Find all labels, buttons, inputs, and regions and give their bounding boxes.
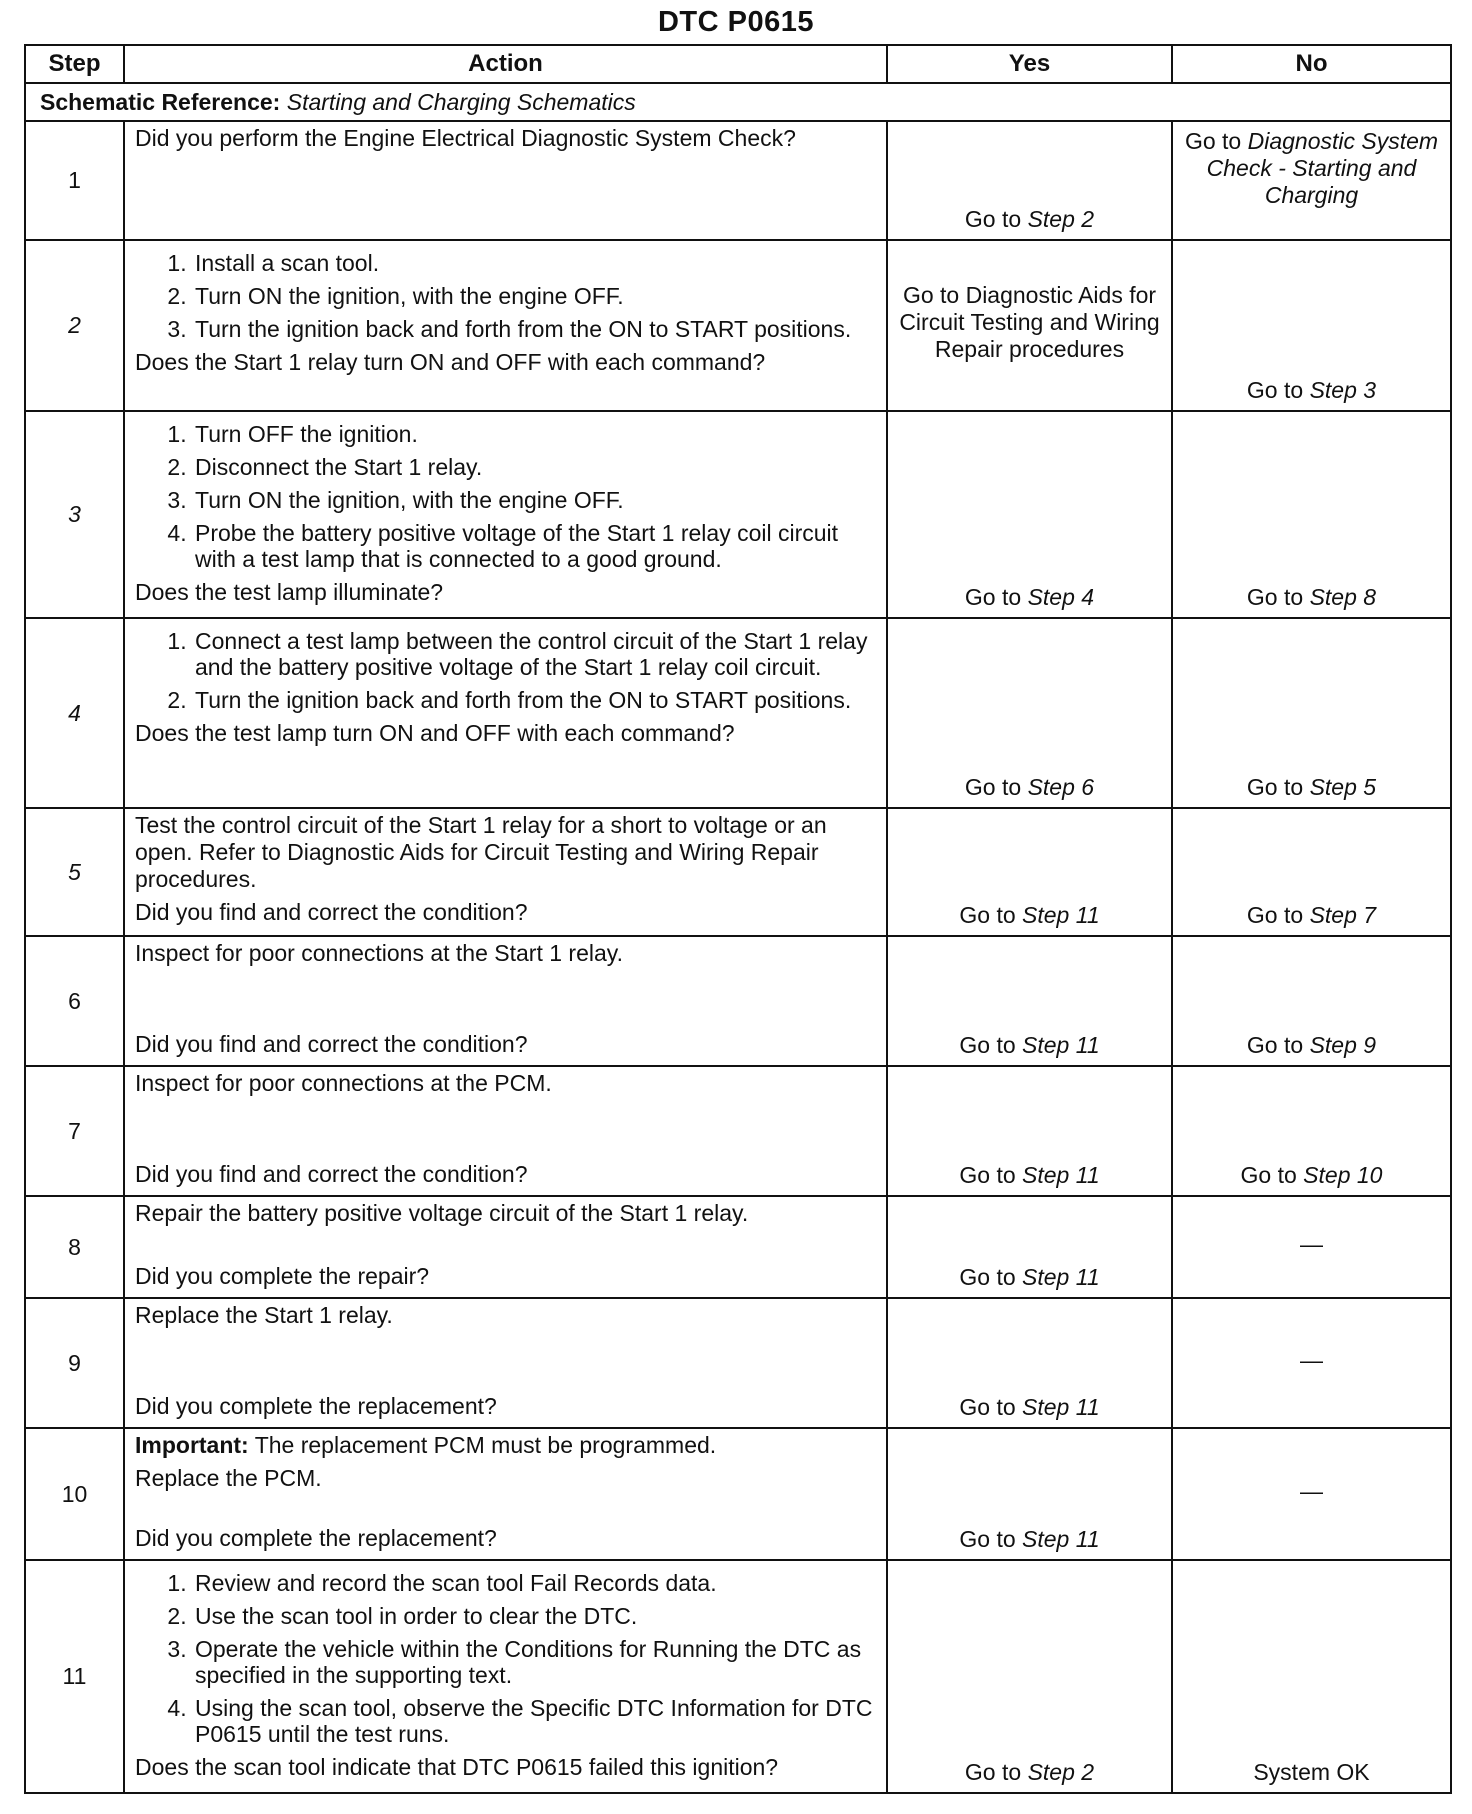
- action-cell: [124, 121, 887, 240]
- no-cell: [1172, 121, 1451, 240]
- step-number: 6: [25, 936, 124, 1066]
- yes-cell: [887, 1560, 1172, 1793]
- step-question: Did you complete the replacement?: [135, 1525, 497, 1551]
- no-cell: [1172, 411, 1451, 618]
- step-number: 4: [25, 618, 124, 808]
- important-text: The replacement PCM must be programmed.: [254, 1432, 717, 1458]
- action-content: [135, 937, 876, 1062]
- goto-label: Go to: [959, 1264, 1016, 1290]
- no-dash: —: [1300, 1477, 1323, 1504]
- action-cell: [124, 1428, 887, 1560]
- no-step-link[interactable]: Step 3: [1309, 377, 1377, 403]
- diagnostic-table: [24, 44, 1452, 1794]
- instruction-item: 3. Turn the ignition back and forth from the ON to START positions.: [193, 316, 876, 342]
- goto-label: Go to: [1246, 584, 1304, 610]
- schematic-reference: [25, 83, 1451, 121]
- goto-label: Go to: [959, 1394, 1016, 1420]
- goto-label: Go to: [1184, 128, 1242, 154]
- instruction-item: 1. Turn OFF the ignition.: [193, 421, 876, 447]
- yes-cell: [887, 808, 1172, 936]
- no-cell: [1172, 936, 1451, 1066]
- step-instruction: Replace the PCM.: [135, 1465, 322, 1491]
- step-question: Does the test lamp illuminate?: [135, 579, 444, 605]
- table-row: [25, 1298, 1451, 1428]
- goto-label: Go to: [1246, 377, 1304, 403]
- goto-label: Go to: [1246, 902, 1304, 928]
- yes-step-link[interactable]: Step 11: [1022, 1162, 1100, 1188]
- yes-step-link[interactable]: Step 6: [1027, 774, 1095, 800]
- goto-label: Go to: [1246, 1032, 1304, 1058]
- no-step-link[interactable]: Diagnostic System Check - Starting and Charging: [1206, 128, 1439, 208]
- step-question: Did you complete the repair?: [135, 1263, 430, 1289]
- no-cell: [1172, 1066, 1451, 1196]
- action-cell: [124, 936, 887, 1066]
- instruction-item: 1. Connect a test lamp between the control circuit of the Start 1 relay and the battery positive voltage of the Start 1 relay coil circuit.: [193, 628, 876, 680]
- table-row: [25, 1560, 1451, 1793]
- action-cell: [124, 1298, 887, 1428]
- yes-cell: [887, 1298, 1172, 1428]
- schematic-link[interactable]: Starting and Charging Schematics: [286, 88, 636, 115]
- step-number: 3: [25, 411, 124, 618]
- action-content: [135, 1429, 876, 1556]
- instruction-item: 1. Review and record the scan tool Fail Records data.: [193, 1570, 876, 1596]
- step-question: Does the test lamp turn ON and OFF with each command?: [135, 720, 735, 746]
- no-cell: [1172, 1196, 1451, 1298]
- no-cell: [1172, 1428, 1451, 1560]
- yes-cell: [887, 121, 1172, 240]
- action-content: [135, 1197, 876, 1294]
- step-number: 1: [25, 121, 124, 240]
- no-dash: —: [1300, 1346, 1323, 1373]
- instruction-list: [135, 628, 876, 713]
- goto-label: Go to: [959, 902, 1016, 928]
- step-number: 2: [25, 240, 124, 411]
- no-dash: —: [1300, 1230, 1323, 1257]
- action-cell: [124, 240, 887, 411]
- table-row: [25, 411, 1451, 618]
- no-step-link[interactable]: Step 7: [1309, 902, 1377, 928]
- action-cell: [124, 411, 887, 618]
- yes-step-link[interactable]: Step 11: [1022, 1526, 1100, 1552]
- action-content: [135, 1067, 876, 1192]
- goto-label: Go to: [959, 1526, 1016, 1552]
- goto-label: Go to: [964, 206, 1022, 232]
- instruction-list: [135, 250, 876, 342]
- table-row: [25, 1066, 1451, 1196]
- instruction-item: 4. Probe the battery positive voltage of the Start 1 relay coil circuit with a test lamp that is connected to a good ground.: [193, 520, 876, 572]
- header-no: No: [1172, 45, 1451, 83]
- no-cell: [1172, 240, 1451, 411]
- goto-label: Go to: [1240, 1162, 1297, 1188]
- yes-cell: [887, 1066, 1172, 1196]
- yes-cell: [887, 1428, 1172, 1560]
- instruction-item: 3. Operate the vehicle within the Conditions for Running the DTC as specified in the supporting text.: [193, 1636, 876, 1688]
- step-number: 9: [25, 1298, 124, 1428]
- step-instruction: Inspect for poor connections at the Start 1 relay.: [135, 940, 623, 966]
- step-number: 8: [25, 1196, 124, 1298]
- table-row: [25, 936, 1451, 1066]
- yes-step-link[interactable]: Step 11: [1022, 902, 1100, 928]
- instruction-item: 3. Turn ON the ignition, with the engine OFF.: [193, 487, 876, 513]
- no-cell: [1172, 808, 1451, 936]
- yes-text-link[interactable]: Go to Diagnostic Aids for Circuit Testing and Wiring Repair procedures: [899, 282, 1160, 362]
- step-question: Does the Start 1 relay turn ON and OFF with each command?: [135, 349, 766, 375]
- step-question: Did you find and correct the condition?: [135, 1031, 528, 1057]
- page-title: DTC P0615: [657, 6, 814, 38]
- no-cell: [1172, 1560, 1451, 1793]
- yes-cell: [887, 240, 1172, 411]
- action-cell: [124, 618, 887, 808]
- schematic-label: Schematic Reference:: [40, 88, 281, 115]
- table-row: [25, 240, 1451, 411]
- instruction-item: 1. Install a scan tool.: [193, 250, 876, 276]
- goto-label: Go to: [964, 774, 1022, 800]
- table-row: [25, 808, 1451, 936]
- goto-label: Go to: [959, 1162, 1016, 1188]
- step-number: 5: [25, 808, 124, 936]
- header-yes: Yes: [887, 45, 1172, 83]
- yes-cell: [887, 618, 1172, 808]
- action-cell: [124, 1066, 887, 1196]
- table-row: [25, 1196, 1451, 1298]
- step-number: 10: [25, 1428, 124, 1560]
- table-row: [25, 618, 1451, 808]
- yes-step-link[interactable]: Step 11: [1022, 1264, 1100, 1290]
- step-question: Does the scan tool indicate that DTC P0615 failed this ignition?: [135, 1754, 779, 1780]
- step-question: Did you perform the Engine Electrical Diagnostic System Check?: [135, 125, 796, 151]
- no-step-link[interactable]: Step 10: [1303, 1162, 1383, 1188]
- instruction-item: 2. Use the scan tool in order to clear the DTC.: [193, 1603, 876, 1629]
- header-row: [25, 45, 1451, 83]
- table-row: [25, 1428, 1451, 1560]
- important-note: [135, 1432, 876, 1459]
- step-question: Did you find and correct the condition?: [135, 1161, 528, 1187]
- instruction-list: [135, 1570, 876, 1747]
- action-cell: [124, 808, 887, 936]
- table-row: [25, 121, 1451, 240]
- instruction-list: [135, 421, 876, 572]
- instruction-item: 2. Disconnect the Start 1 relay.: [193, 454, 876, 480]
- action-cell: [124, 1560, 887, 1793]
- yes-step-link[interactable]: Step 2: [1027, 1759, 1095, 1785]
- header-step: Step: [25, 45, 124, 83]
- step-number: 7: [25, 1066, 124, 1196]
- instruction-item: 2. Turn the ignition back and forth from the ON to START positions.: [193, 687, 876, 713]
- header-action: Action: [124, 45, 887, 83]
- instruction-item: 2. Turn ON the ignition, with the engine OFF.: [193, 283, 876, 309]
- yes-cell: [887, 936, 1172, 1066]
- yes-step-link[interactable]: Step 11: [1022, 1032, 1100, 1058]
- schematic-row: [25, 83, 1451, 121]
- step-number: 11: [25, 1560, 124, 1793]
- yes-cell: [887, 411, 1172, 618]
- no-cell: [1172, 1298, 1451, 1428]
- step-instruction: Test the control circuit of the Start 1 relay for a short to voltage or an open. Refer to Diagnostic Aids for Circuit Testing and Wiring Repair procedures.: [135, 812, 827, 892]
- step-question: Did you find and correct the condition?: [135, 899, 528, 925]
- goto-label: Go to: [1246, 774, 1304, 800]
- goto-label: Go to: [959, 1032, 1016, 1058]
- yes-cell: [887, 1196, 1172, 1298]
- action-cell: [124, 1196, 887, 1298]
- no-cell: [1172, 618, 1451, 808]
- system-ok-text: System OK: [1253, 1759, 1370, 1785]
- diagnostic-table-container: [24, 44, 1450, 1794]
- step-question: Did you complete the replacement?: [135, 1393, 497, 1419]
- no-step-link[interactable]: Step 9: [1309, 1032, 1377, 1058]
- instruction-item: 4. Using the scan tool, observe the Specific DTC Information for DTC P0615 until the test runs.: [193, 1695, 876, 1747]
- step-instruction: Repair the battery positive voltage circuit of the Start 1 relay.: [135, 1200, 749, 1226]
- action-content: [135, 1299, 876, 1424]
- yes-step-link[interactable]: Step 11: [1022, 1394, 1100, 1420]
- no-step-link[interactable]: Step 5: [1309, 774, 1377, 800]
- yes-step-link[interactable]: Step 4: [1027, 584, 1095, 610]
- goto-label: Go to: [964, 584, 1022, 610]
- yes-step-link[interactable]: Step 2: [1027, 206, 1095, 232]
- no-step-link[interactable]: Step 8: [1309, 584, 1377, 610]
- step-instruction: Replace the Start 1 relay.: [135, 1302, 393, 1328]
- goto-label: Go to: [964, 1759, 1022, 1785]
- important-label: Important:: [135, 1432, 249, 1458]
- step-instruction: Inspect for poor connections at the PCM.: [135, 1070, 552, 1096]
